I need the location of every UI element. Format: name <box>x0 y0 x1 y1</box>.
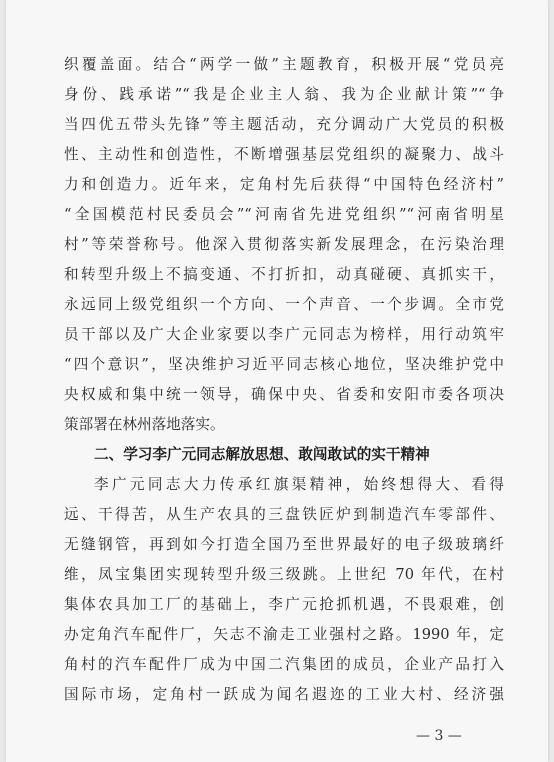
text-line: 办定角汽车配件厂，矢志不渝走工业强村之路。1990 年，定 <box>64 626 504 643</box>
text-line: 角村的汽车配件厂成为中国二汽集团的成员，企业产品打入 <box>64 656 504 673</box>
text-line: 永远同上级党组织一个方向、一个声音、一个步调。全市党 <box>64 296 504 313</box>
text-line: 性、主动性和创造性，不断增强基层党组织的凝聚力、战斗 <box>64 146 504 163</box>
body-text <box>64 50 504 710</box>
text-line: 织覆盖面。结合“两学一做”主题教育，积极开展“党员亮 <box>64 56 504 73</box>
document-page <box>6 0 548 762</box>
text-line: 维，凤宝集团实现转型升级三级跳。上世纪 70 年代，在村 <box>64 566 504 583</box>
text-line: 无缝钢管，再到如今打造全国乃至世界最好的电子级玻璃纤 <box>64 536 504 553</box>
text-line: 国际市场，定角村一跃成为闻名遐迩的工业大村、经济强 <box>64 686 504 703</box>
text-line: 村”等荣誉称号。他深入贯彻落实新发展理念，在污染治理 <box>64 236 504 253</box>
text-line: 当四优五带头先锋”等主题活动，充分调动广大党员的积极 <box>64 116 504 133</box>
text-line: “全国模范村民委员会”“河南省先进党组织”“河南省明星 <box>64 206 504 223</box>
section-heading: 二、学习李广元同志解放思想、敢闯敢试的实干精神 <box>94 446 430 463</box>
text-line: 身份、践承诺”“我是企业主人翁、我为企业献计策”“争 <box>64 86 504 103</box>
text-line: 集体农具加工厂的基础上，李广元抢抓机遇，不畏艰难，创 <box>64 596 504 613</box>
text-line: 员干部以及广大企业家要以李广元同志为榜样，用行动筑牢 <box>64 326 504 343</box>
page-number: — 3 — <box>416 728 462 744</box>
text-line: 力和创造力。近年来，定角村先后获得“中国特色经济村” <box>64 176 504 193</box>
text-line: 策部署在林州落地落实。 <box>64 416 225 433</box>
text-line: 远、干得苦，从生产农具的三盘铁匠炉到制造汽车零部件、 <box>64 506 504 523</box>
text-line: 李广元同志大力传承红旗渠精神，始终想得大、看得 <box>94 476 504 493</box>
text-line: “四个意识”，坚决维护习近平同志核心地位，坚决维护党中 <box>64 356 504 373</box>
text-line: 央权威和集中统一领导，确保中央、省委和安阳市委各项决 <box>64 386 504 403</box>
text-line: 和转型升级上不搞变通、不打折扣，动真碰硬、真抓实干， <box>64 266 504 283</box>
